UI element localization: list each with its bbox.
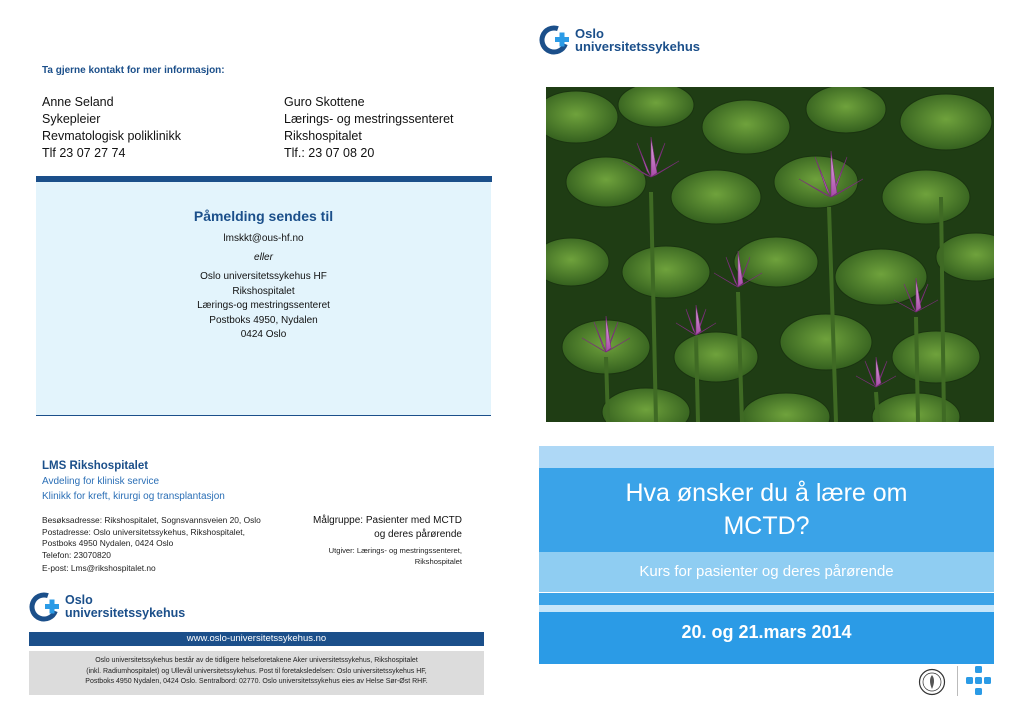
publisher-line1: Utgiver: Lærings- og mestringssenteret, [328, 546, 462, 555]
cover-band-top [539, 446, 994, 468]
person2-unit: Rikshospitalet [284, 129, 362, 143]
person1-role: Sykepleier [42, 112, 101, 126]
cover-title-line1: Hva ønsker du å lære om [625, 479, 908, 507]
lms-details [42, 514, 261, 575]
logo-line1: Oslo [575, 26, 604, 41]
person1-unit: Revmatologisk poliklinikk [42, 129, 181, 143]
cover-subtitle: Kurs for pasienter og deres pårørende [539, 552, 994, 592]
address-line: Lærings-og mestringssenteret [197, 300, 330, 311]
hospital-logo-bottom [29, 592, 185, 622]
lms-clinic: Klinikk for kreft, kirurgi og transplantasjon [42, 491, 225, 502]
footer-line: (inkl. Radiumhospitalet) og Ullevål universitetssykehus. Post til foretaksledelsen: Oslo universitetssykehus HF, [86, 667, 427, 675]
address-line: Oslo universitetssykehus HF [200, 271, 327, 282]
university-seal-icon [918, 668, 946, 701]
person2-name: Guro Skottene [284, 95, 365, 109]
cover-band-mid [539, 593, 994, 605]
lms-email[interactable]: E-post: Lms@rikshospitalet.no [42, 563, 156, 573]
address-line: Rikshospitalet [232, 285, 295, 297]
registration-box [36, 182, 491, 416]
target-line2: og deres pårørende [374, 529, 462, 540]
contact-heading: Ta gjerne kontakt for mer informasjon: [42, 65, 225, 76]
address-line: Postboks 4950, Nydalen [209, 314, 318, 326]
hospital-logo-icon [29, 592, 59, 622]
hospital-logo-top [539, 25, 700, 55]
registration-email[interactable]: lmskkt@ous-hf.no [223, 233, 304, 244]
person1-phone: Tlf 23 07 27 74 [42, 146, 126, 160]
address-line: 0424 Oslo [240, 329, 287, 340]
hospital-logo-icon [539, 25, 569, 55]
lms-post-address-2: Postboks 4950 Nydalen, 0424 Oslo [42, 538, 174, 548]
person2-phone: Tlf.: 23 07 08 20 [284, 146, 375, 160]
cover-date: 20. og 21.mars 2014 [539, 612, 994, 664]
footer-line: Oslo universitetssykehus består av de tidligere helseforetakene Aker universitetssykehus, Rikshospitalet [95, 657, 418, 664]
cover-band-light [539, 605, 994, 612]
person1-name: Anne Seland [42, 95, 114, 109]
target-group [292, 514, 462, 567]
logo-line2: universitetssykehus [65, 606, 186, 620]
website-url-bar[interactable]: www.oslo-universitetssykehus.no [29, 632, 484, 646]
person2-role: Lærings- og mestringssenteret [284, 112, 454, 126]
plus-dots-icon [965, 665, 993, 702]
contact-person-2 [284, 94, 454, 162]
cover-title-band [539, 468, 994, 552]
target-line1: Målgruppe: Pasienter med MCTD [313, 515, 462, 526]
registration-or: eller [254, 251, 273, 263]
lms-title: LMS Rikshospitalet [42, 460, 149, 472]
cover-title-line2: MCTD? [723, 512, 810, 540]
water-lily-photo [546, 87, 994, 422]
footer-line: Postboks 4950 Nydalen, 0424 Oslo. Sentralbord: 02770. Oslo universitetssykehus eies av Helse Sør-Øst RHF. [85, 678, 428, 685]
lms-visit-address: Besøksadresse: Rikshospitalet, Sognsvannsveien 20, Oslo [42, 515, 261, 525]
lms-post-address: Postadresse: Oslo universitetssykehus, Rikshospitalet, [42, 527, 245, 537]
lms-phone: Telefon: 23070820 [42, 550, 111, 560]
footer-box [29, 651, 484, 695]
logo-line1: Oslo [65, 593, 93, 607]
registration-title: Påmelding sendes til [193, 208, 334, 224]
contact-person-1 [42, 94, 181, 162]
publisher-line2: Rikshospitalet [414, 557, 462, 566]
logo-line2: universitetssykehus [575, 39, 701, 54]
logo-divider [957, 666, 958, 696]
lms-department: Avdeling for klinisk service [42, 476, 160, 487]
